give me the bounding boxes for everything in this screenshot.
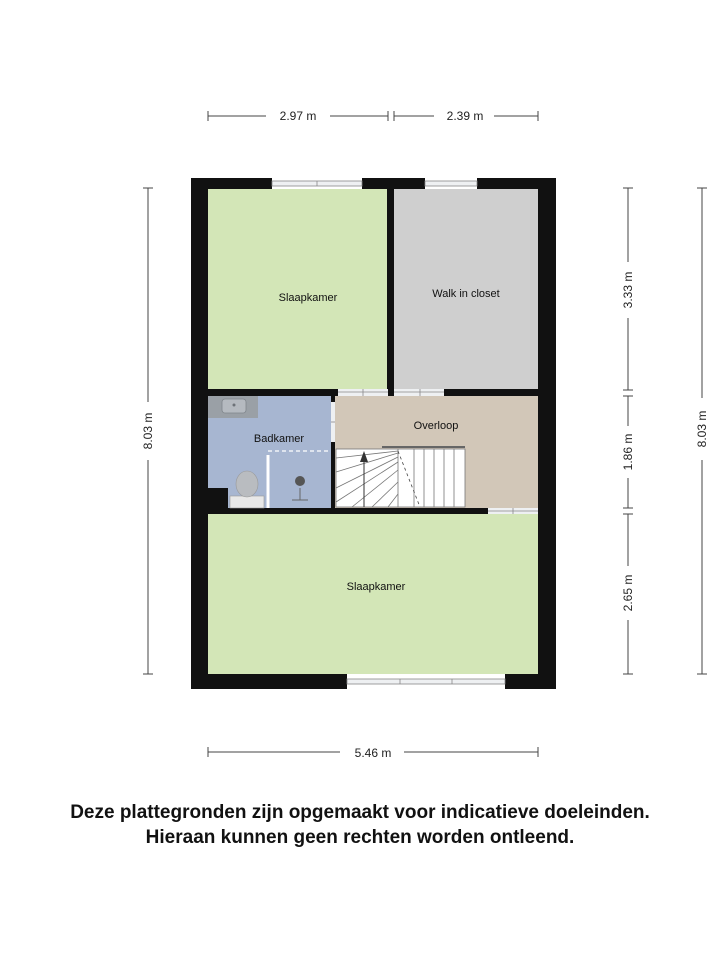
disclaimer-line-1: Deze plattegronden zijn opgemaakt voor indicatieve doeleinden. — [70, 802, 650, 823]
room-label-landing: Overloop — [413, 420, 459, 432]
dim-right-total: 8.03 m — [695, 410, 709, 448]
room-label-bathroom: Badkamer — [253, 433, 305, 445]
dim-right-middle: 1.86 m — [621, 433, 635, 471]
dim-bottom: 5.46 m — [354, 746, 392, 760]
disclaimer — [0, 800, 720, 850]
toilet-tank — [230, 496, 264, 508]
room-label-bedroom-top: Slaapkamer — [278, 292, 338, 304]
shower-drain — [295, 476, 305, 486]
bedroom-bottom-floor — [208, 514, 538, 674]
disclaimer-line-2: Hieraan kunnen geen rechten worden ontleend. — [145, 827, 575, 848]
dim-top-right: 2.39 m — [446, 109, 484, 123]
bedroom-top-floor — [208, 189, 387, 389]
dim-top-left: 2.97 m — [279, 109, 317, 123]
dim-left-total: 8.03 m — [141, 412, 155, 450]
dim-right-upper: 3.33 m — [621, 271, 635, 309]
room-label-closet: Walk in closet — [432, 288, 500, 300]
toilet-bowl — [236, 471, 258, 497]
staircase — [336, 447, 465, 507]
room-label-bedroom-bottom: Slaapkamer — [346, 581, 406, 593]
dim-right-lower: 2.65 m — [621, 574, 635, 612]
